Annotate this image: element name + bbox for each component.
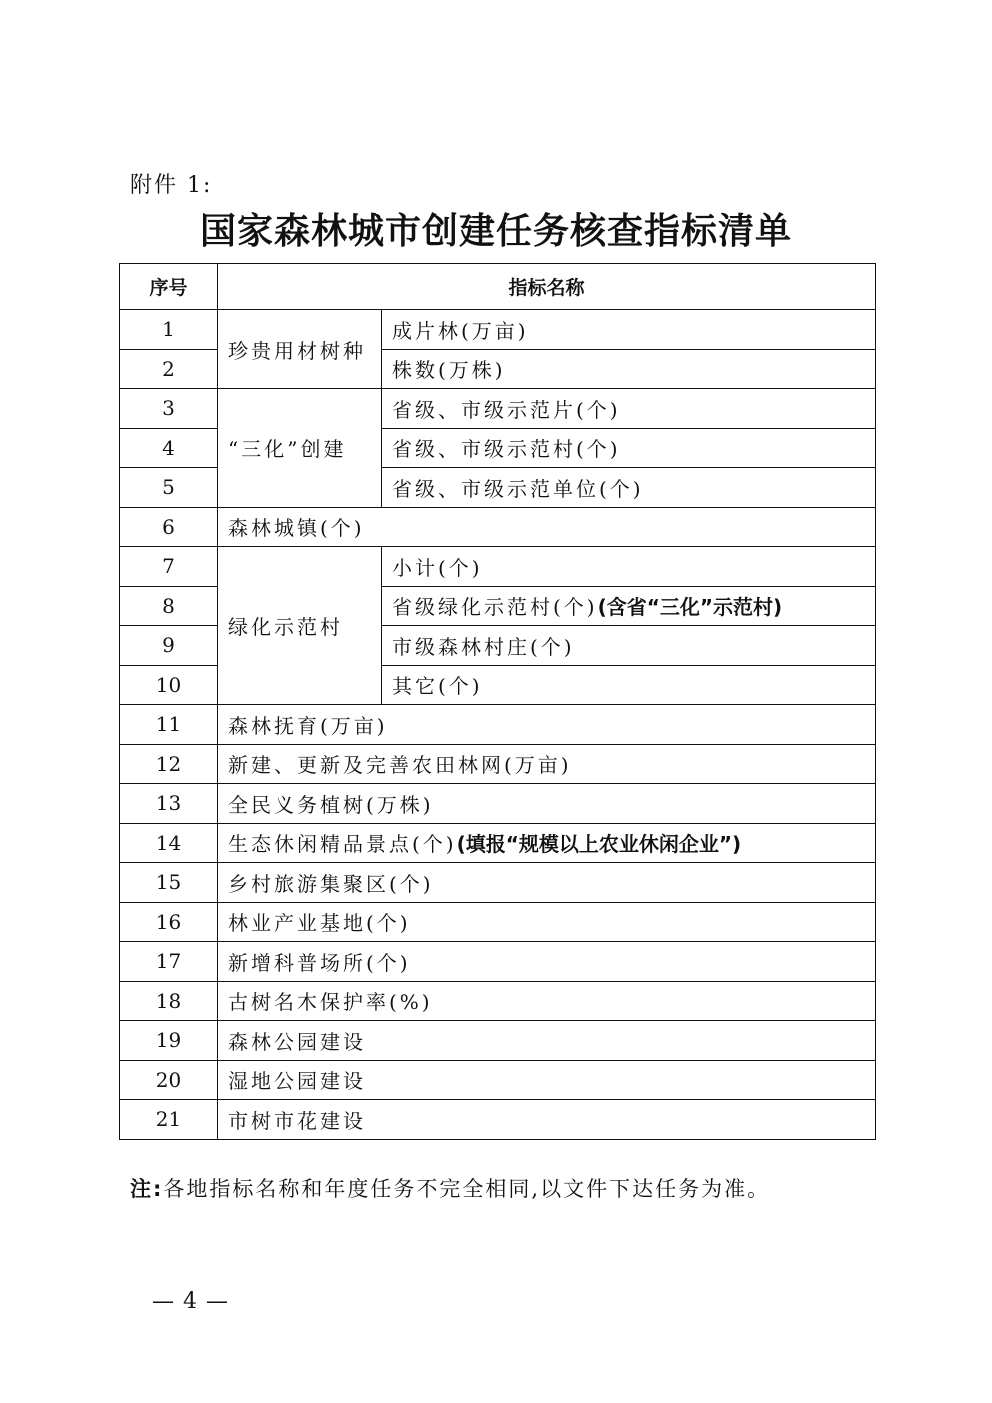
indicator-name: 其它(个) — [382, 665, 876, 705]
row-number: 3 — [120, 389, 218, 429]
row-number: 13 — [120, 784, 218, 824]
indicator-cell — [382, 586, 876, 626]
row-number: 1 — [120, 310, 218, 350]
page-title: 国家森林城市创建任务核查指标清单 — [199, 211, 792, 252]
indicator-name: 省级绿化示范村(个) — [392, 595, 598, 620]
table-row — [120, 1060, 876, 1100]
indicator-name: 森林城镇(个) — [218, 507, 876, 547]
table-row — [120, 744, 876, 784]
row-number: 10 — [120, 665, 218, 705]
group-label: 珍贵用材树种 — [218, 310, 382, 389]
table-header-row — [120, 264, 876, 310]
group-label: “三化”创建 — [218, 389, 382, 508]
attachment-label: 附件 1: — [130, 173, 213, 198]
row-number: 9 — [120, 626, 218, 666]
row-number: 21 — [120, 1100, 218, 1140]
table-row — [120, 1021, 876, 1061]
indicator-name: 林业产业基地(个) — [218, 902, 876, 942]
row-number: 17 — [120, 942, 218, 982]
indicator-note: (含省“三化”示范村) — [597, 595, 783, 620]
indicator-name: 森林公园建设 — [218, 1021, 876, 1061]
row-number: 15 — [120, 863, 218, 903]
row-number: 2 — [120, 349, 218, 389]
footnote — [130, 1173, 770, 1203]
indicator-name: 古树名木保护率(%) — [218, 981, 876, 1021]
indicator-name: 乡村旅游集聚区(个) — [218, 863, 876, 903]
indicator-name: 森林抚育(万亩) — [218, 705, 876, 745]
header-seq: 序号 — [120, 264, 218, 310]
indicator-name: 省级、市级示范片(个) — [382, 389, 876, 429]
indicator-name: 新建、更新及完善农田林网(万亩) — [218, 744, 876, 784]
indicator-name: 成片林(万亩) — [382, 310, 876, 350]
indicator-table — [119, 263, 876, 1140]
table-row — [120, 942, 876, 982]
row-number: 18 — [120, 981, 218, 1021]
row-number: 19 — [120, 1021, 218, 1061]
row-number: 20 — [120, 1060, 218, 1100]
table-row — [120, 902, 876, 942]
table-row — [120, 547, 876, 587]
header-indicator: 指标名称 — [218, 264, 876, 310]
row-number: 4 — [120, 428, 218, 468]
row-number: 5 — [120, 468, 218, 508]
indicator-note: (填报“规模以上农业休闲企业”) — [456, 832, 742, 857]
table-row — [120, 1100, 876, 1140]
table-row — [120, 823, 876, 863]
row-number: 8 — [120, 586, 218, 626]
row-number: 11 — [120, 705, 218, 745]
indicator-name: 市级森林村庄(个) — [382, 626, 876, 666]
table-row — [120, 705, 876, 745]
indicator-name: 省级、市级示范单位(个) — [382, 468, 876, 508]
group-label: 绿化示范村 — [218, 547, 382, 705]
indicator-name: 株数(万株) — [382, 349, 876, 389]
indicator-name: 生态休闲精品景点(个) — [228, 832, 457, 857]
indicator-name: 湿地公园建设 — [218, 1060, 876, 1100]
footnote-label: 注: — [130, 1177, 164, 1201]
indicator-name: 省级、市级示范村(个) — [382, 428, 876, 468]
row-number: 12 — [120, 744, 218, 784]
table-row — [120, 863, 876, 903]
table-row — [120, 507, 876, 547]
table-row — [120, 981, 876, 1021]
table-row — [120, 389, 876, 429]
indicator-name: 全民义务植树(万株) — [218, 784, 876, 824]
page-number: — 4 — — [152, 1289, 229, 1314]
indicator-name: 市树市花建设 — [218, 1100, 876, 1140]
row-number: 14 — [120, 823, 218, 863]
table-row — [120, 784, 876, 824]
row-number: 7 — [120, 547, 218, 587]
indicator-cell — [218, 823, 876, 863]
footnote-text: 各地指标名称和年度任务不完全相同,以文件下达任务为准。 — [163, 1177, 771, 1201]
indicator-name: 小计(个) — [382, 547, 876, 587]
row-number: 16 — [120, 902, 218, 942]
row-number: 6 — [120, 507, 218, 547]
table-row — [120, 310, 876, 350]
indicator-name: 新增科普场所(个) — [218, 942, 876, 982]
